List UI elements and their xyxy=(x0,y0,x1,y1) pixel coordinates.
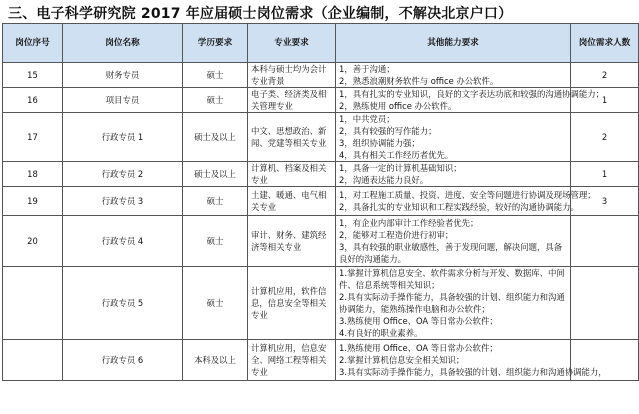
requirement-line: 3.熟练使用 Office、OA 等日常办公软件； xyxy=(339,316,498,326)
requirement-line: 1，中共党员； xyxy=(339,114,395,124)
requirement-line: 2，熟练使用 office 办公软件。 xyxy=(339,101,457,111)
requirement-line: 3，组织协调能力强； xyxy=(339,138,420,148)
cell-other xyxy=(336,216,571,267)
header-other: 其他能力要求 xyxy=(336,24,571,63)
requirement-line: 4.有良好的职业素养。 xyxy=(339,328,423,338)
cell-major xyxy=(248,88,336,113)
cell-name: 行政专员 2 xyxy=(63,162,183,187)
table-header-row xyxy=(3,24,639,63)
cell-major xyxy=(248,63,336,88)
cell-education: 硕士 xyxy=(183,187,248,216)
positions-table xyxy=(2,23,639,381)
cell-education: 硕士 xyxy=(183,88,248,113)
cell-education: 硕士及以上 xyxy=(183,162,248,187)
major-text: 电子类、经济类及相关管理专业 xyxy=(251,89,327,111)
requirement-line: 2.具有实际动手操作能力，具备较强的计划、组织能力和沟通协调能力，能熟练操作电脑和办公软件； xyxy=(339,292,565,314)
cell-seq: 18 xyxy=(3,162,63,187)
cell-name: 行政专员 4 xyxy=(63,216,183,267)
cell-other xyxy=(336,162,571,187)
requirement-line: 2，能够对工程造价进行初审； xyxy=(339,230,454,240)
page-heading: 三、电子科学研究院 2017 年应届硕士岗位需求（企业编制，不解决北京户口） xyxy=(8,6,513,22)
header-education: 学历要求 xyxy=(183,24,248,63)
cell-major xyxy=(248,216,336,267)
cell-seq xyxy=(3,340,63,381)
header-seq: 岗位序号 xyxy=(3,24,63,63)
cell-name: 行政专员 6 xyxy=(63,340,183,381)
cell-other xyxy=(336,113,571,162)
cell-education: 硕士 xyxy=(183,267,248,340)
header-name: 岗位名称 xyxy=(63,24,183,63)
requirement-line: 4，具有相关工作经历者优先。 xyxy=(339,150,454,160)
cell-major xyxy=(248,267,336,340)
major-text: 中文、思想政治、新闻、党建等相关专业 xyxy=(251,126,327,148)
table-row xyxy=(3,63,639,88)
cell-other xyxy=(336,340,607,381)
cell-major xyxy=(248,113,336,162)
major-text: 审计、财务、建筑经济等相关专业 xyxy=(251,230,327,252)
major-text: 本科与硕士均为会计专业背景 xyxy=(251,64,327,86)
requirement-line: 2，具有较强的写作能力； xyxy=(339,126,437,136)
cell-other xyxy=(336,267,571,340)
cell-count: 2 xyxy=(571,63,639,88)
table-row xyxy=(3,88,639,113)
cell-name: 行政专员 5 xyxy=(63,267,183,340)
cell-count: 1 xyxy=(571,88,639,113)
header-count: 岗位需求人数 xyxy=(571,24,639,63)
requirement-line: 2.掌握计算机信息安全相关知识； xyxy=(339,355,465,365)
requirement-line: 2，熟悉浪潮财务软件与 office 办公软件。 xyxy=(339,76,499,86)
cell-name: 财务专员 xyxy=(63,63,183,88)
cell-seq: 20 xyxy=(3,216,63,267)
requirement-line: 3.具有实际动手操作能力，具备较强的计划、组织能力和沟通协调能力， xyxy=(339,367,607,377)
table-row xyxy=(3,162,639,187)
requirement-line: 1.掌握计算机信息安全、软件需求分析与开发、数据库、中间件、信息系统等相关知识； xyxy=(339,268,565,290)
cell-other xyxy=(336,88,604,113)
requirement-line: 1，有企业内部审计工作经验者优先； xyxy=(339,218,479,228)
cell-major xyxy=(248,340,336,381)
requirement-line: 2，具备扎实的专业知识和工程实践经验，较好的沟通协调能力。 xyxy=(339,202,579,212)
cell-name: 行政专员 1 xyxy=(63,113,183,162)
requirement-line: 3，具有较强的职业敏感性，善于发现问题，解决问题，具备良好的沟通能力。 xyxy=(339,242,563,264)
cell-seq: 17 xyxy=(3,113,63,162)
cell-count: 1 xyxy=(571,162,639,187)
cell-seq xyxy=(3,267,63,340)
cell-other xyxy=(336,63,571,88)
cell-education: 本科及以上 xyxy=(183,340,248,381)
requirement-line: 1，善于沟通； xyxy=(339,64,395,74)
cell-education: 硕士及以上 xyxy=(183,113,248,162)
header-major: 专业要求 xyxy=(248,24,336,63)
requirement-line: 2，沟通表达能力良好。 xyxy=(339,175,429,185)
cell-education: 硕士 xyxy=(183,63,248,88)
major-text: 计算机应用，信息安全、网络工程等相关专业 xyxy=(251,343,327,377)
cell-name: 项目专员 xyxy=(63,88,183,113)
table-row xyxy=(3,216,639,267)
cell-count: 2 xyxy=(571,113,639,162)
requirement-line: 1，具备一定的计算机基础知识； xyxy=(339,163,462,173)
cell-seq: 16 xyxy=(3,88,63,113)
cell-major xyxy=(248,187,336,216)
table-row xyxy=(3,187,639,216)
major-text: 计算机应用，软件信息，信息安全等相关专业 xyxy=(251,286,327,320)
cell-education: 硕士 xyxy=(183,216,248,267)
cell-other xyxy=(336,187,596,216)
cell-count xyxy=(571,267,639,340)
cell-count: 3 xyxy=(571,187,639,216)
requirement-line: 1，对工程施工质量、投资、进度、安全等问题进行协调及现场管理； xyxy=(339,190,596,200)
major-text: 土建、暖通、电气相关专业 xyxy=(251,190,327,212)
table-row xyxy=(3,113,639,162)
requirement-line: 1.熟练使用 Office、OA 等日常办公软件； xyxy=(339,343,498,353)
major-text: 计算机、档案及相关专业 xyxy=(251,163,327,185)
requirement-line: 1，具有扎实的专业知识，良好的文字表达功底和较强的沟通协调能力； xyxy=(339,89,604,99)
cell-seq: 15 xyxy=(3,63,63,88)
table-row xyxy=(3,267,639,340)
cell-name: 行政专员 3 xyxy=(63,187,183,216)
table-row xyxy=(3,340,639,381)
cell-major xyxy=(248,162,336,187)
cell-seq: 19 xyxy=(3,187,63,216)
cell-count xyxy=(571,216,639,267)
